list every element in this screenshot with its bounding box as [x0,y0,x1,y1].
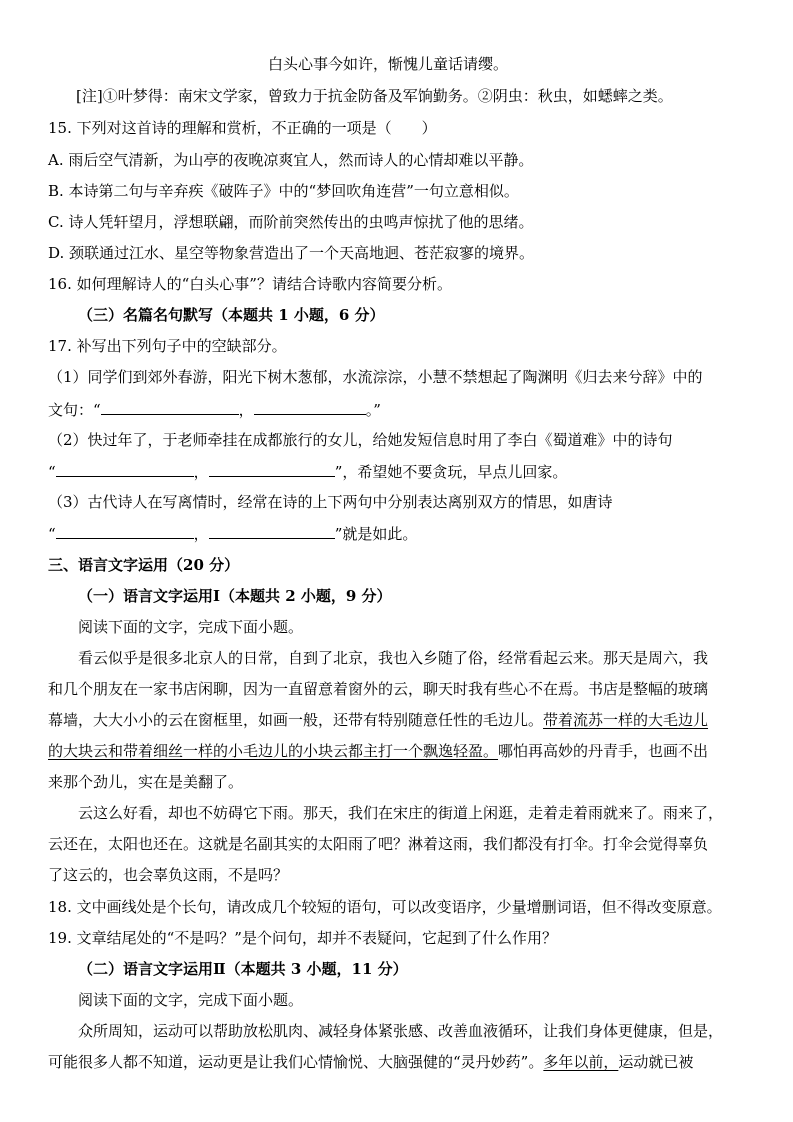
underlined-long-sentence-part2: 的大块云和带着细丝一样的小毛边儿的小块云都主打一个飘逸轻盈。 [48,742,499,760]
underlined-phrase: 多年以前， [543,1053,619,1071]
q15-option-b: B. 本诗第二句与辛弃疾《破阵子》中的“梦回吹角连营”一句立意相似。 [48,182,519,200]
passage3-line1: 众所周知，运动可以帮助放松肌肉、减轻身体紧张感、改善血液循环，让我们身体更健康，但是， [78,1022,724,1040]
q17-part2-close: ”，希望她不要贪玩，早点儿回家。 [334,463,568,481]
passage1-line4-text: 哪怕再高妙的丹青手，也画不出 [498,742,709,760]
q17-part1-open: 文句：“ [48,401,101,419]
q17-part1-comma: ， [238,401,254,419]
q17-part1-line2 [48,399,381,420]
q16-stem: 16. 如何理解诗人的“白头心事”？请结合诗歌内容简要分析。 [48,275,452,293]
q18-stem: 18. 文中画线处是个长句，请改成几个较短的语句，可以改变语序，少量增删词语，但不得改变原意。 [48,898,722,916]
q15-stem: 15. 下列对这首诗的理解和赏析，不正确的一项是（ ） [48,119,437,137]
q17-part1-close: 。” [365,401,381,419]
subsection1-heading: （一）语言文字运用Ⅰ（本题共 2 小题，9 分） [78,587,392,605]
passage1-line1: 看云似乎是很多北京人的日常，自到了北京，我也入乡随了俗，经常看起云来。那天是周六，我 [78,649,709,667]
passage1-line2: 和几个朋友在一家书店闲聊，因为一直留意着窗外的云，聊天时我有些心不在焉。书店是整幅的玻璃 [48,680,709,698]
q17-part2-comma: ， [193,463,209,481]
passage1-line3 [48,710,708,730]
q17-stem: 17. 补写出下列句子中的空缺部分。 [48,337,287,355]
q17-blank-5[interactable] [56,523,194,539]
q17-part3-line2 [48,523,417,544]
q17-blank-6[interactable] [209,523,335,539]
subsection2-heading: （二）语言文字运用Ⅱ（本题共 3 小题，11 分） [78,960,408,978]
q17-part3-close: ”就是如此。 [334,525,418,543]
q17-part2-line2 [48,461,567,482]
underlined-long-sentence-part1: 带着流苏一样的大毛边儿 [543,711,709,729]
passage1-line3-text: 幕墙，大大小小的云在窗框里，如画一般，还带有特别随意任性的毛边儿。 [48,711,544,729]
q15-option-c: C. 诗人凭轩望月，浮想联翩，而阶前突然传出的虫鸣声惊扰了他的思绪。 [48,213,534,231]
poem-last-line: 白头心事今如许，惭愧儿童话请缨。 [268,55,509,73]
passage1-line4 [48,741,708,761]
passage2-line3: 了这云的，也会辜负这雨，不是吗？ [48,866,289,884]
section3-heading: （三）名篇名句默写（本题共 1 小题，6 分） [78,306,385,324]
q19-stem: 19. 文章结尾处的“不是吗？”是个问句，却并不表疑问，它起到了什么作用？ [48,929,557,947]
passage3-line2 [48,1052,693,1072]
passage2-line1: 云这么好看，却也不妨碍它下雨。那天，我们在宋庄的街道上闲逛，走着走着雨就来了。雨来了， [78,804,724,822]
q17-part3-line1: （3）古代诗人在写离情时，经常在诗的上下两句中分别表达离别双方的情思，如唐诗 [48,493,613,511]
q17-part1-line1: （1）同学们到郊外春游，阳光下树木葱郁，水流淙淙，小慧不禁想起了陶渊明《归去来兮辞》中的 [48,368,703,386]
q15-option-d: D. 颈联通过江水、星空等物象营造出了一个天高地迥、苍茫寂寥的境界。 [48,244,535,262]
reading2-instruction: 阅读下面的文字，完成下面小题。 [78,991,304,1009]
part3-heading: 三、语言文字运用（20 分） [48,556,240,574]
passage2-line2: 云还在，太阳也还在。这就是名副其实的太阳雨了吧？淋着这雨，我们都没有打伞。打伞会觉得辜负 [48,835,709,853]
q17-blank-1[interactable] [101,399,239,415]
q17-part2-line1: （2）快过年了，于老师牵挂在成都旅行的女儿，给她发短信息时用了李白《蜀道难》中的诗句 [48,431,673,449]
reading1-instruction: 阅读下面的文字，完成下面小题。 [78,618,304,636]
q17-part2-open: “ [48,463,56,481]
q17-blank-4[interactable] [209,461,335,477]
q15-option-a: A. 雨后空气清新，为山亭的夜晚凉爽宜人，然而诗人的心情却难以平静。 [48,151,534,169]
passage3-line2-text: 可能很多人都不知道，运动更是让我们心情愉悦、大脑强健的“灵丹妙药”。 [48,1053,544,1071]
q17-blank-2[interactable] [254,399,366,415]
q17-part3-open: “ [48,525,56,543]
passage3-line2-tail: 运动就已被 [618,1053,694,1071]
q17-part3-comma: ， [193,525,209,543]
poem-note: [注]①叶梦得：南宋文学家，曾致力于抗金防备及军饷勤务。②阴虫：秋虫，如蟋蟀之类。 [76,87,673,105]
passage1-line5: 来那个劲儿，实在是美翻了。 [48,773,244,791]
q17-blank-3[interactable] [56,461,194,477]
